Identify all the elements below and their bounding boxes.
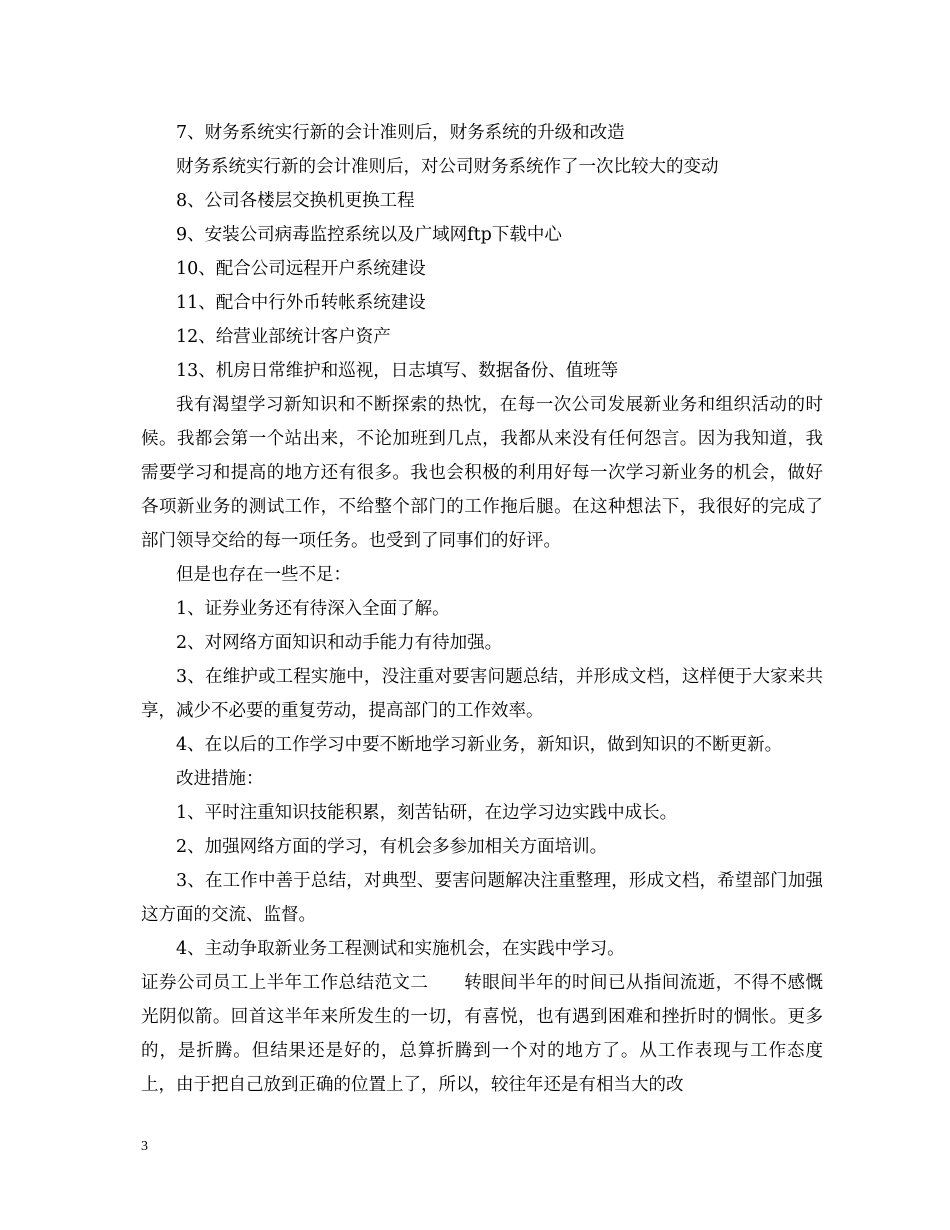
shortcoming-item-2: 2、对网络方面知识和动手能力有待加强。: [176, 633, 503, 653]
section-gap: [428, 973, 464, 993]
list-item-11: 11、配合中行外币转帐系统建设: [176, 293, 426, 313]
shortcoming-item-4: 4、在以后的工作学习中要不断地学习新业务，新知识，做到知识的不断更新。: [176, 735, 783, 755]
section-body: 转眼间半年的时间已从指间流逝，不得不感慨光阴似箭。回首这半年来所发生的一切，有喜悦，也有遇到困难和挫折时的惆怅。更多的，是折腾。但结果还是好的，总算折腾到一个对的地方了。从工作表现与工作态度上，由于把自己放到正确的位置上了，所以，较往年还是有相当大的改: [141, 973, 824, 1095]
list-item-13: 13、机房日常维护和巡视，日志填写、数据备份、值班等: [176, 361, 619, 381]
shortcoming-item-3: 3、在维护或工程实施中，没注重对要害问题总结，并形成文档，这样便于大家来共享，减少不必要的重复劳动，提高部门的工作效率。: [141, 667, 823, 721]
list-item-10: 10、配合公司远程开户系统建设: [176, 259, 426, 279]
section-title: 证券公司员工上半年工作总结范文二: [141, 973, 429, 993]
improvement-item-2: 2、加强网络方面的学习，有机会多参加相关方面培训。: [176, 837, 608, 857]
page-number: 3: [141, 1139, 148, 1154]
list-item-7: 7、财务系统实行新的会计准则后，财务系统的升级和改造: [176, 123, 625, 143]
list-item-12: 12、给营业部统计客户资产: [176, 327, 391, 347]
section-two-paragraph: [141, 966, 823, 1102]
shortcomings-heading: 但是也存在一些不足：: [176, 565, 351, 585]
improvement-item-4: 4、主动争取新业务工程测试和实施机会，在实践中学习。: [176, 939, 625, 959]
shortcoming-item-1: 1、证券业务还有待深入全面了解。: [176, 599, 450, 619]
document-body: [141, 116, 823, 1102]
list-item-8: 8、公司各楼层交换机更换工程: [176, 191, 415, 211]
improvement-item-1: 1、平时注重知识技能积累，刻苦钻研，在边学习边实践中成长。: [176, 803, 678, 823]
list-item-9: 9、安装公司病毒监控系统以及广域网ftp下载中心: [176, 225, 562, 245]
paragraph-learning-attitude: 我有渴望学习新知识和不断探索的热忱，在每一次公司发展新业务和组织活动的时候。我都会第一个站出来，不论加班到几点，我都从来没有任何怨言。因为我知道，我需要学习和提高的地方还有很多。我也会积极的利用好每一次学习新业务的机会，做好各项新业务的测试工作，不给整个部门的工作拖后腿。在这种想法下，我很好的完成了部门领导交给的每一项任务。也受到了同事们的好评。: [141, 395, 823, 551]
improvement-item-3: 3、在工作中善于总结，对典型、要害问题解决注重整理，形成文档，希望部门加强这方面的交流、监督。: [141, 871, 823, 925]
improvements-heading: 改进措施：: [176, 769, 264, 789]
paragraph-finance-change: 财务系统实行新的会计准则后，对公司财务系统作了一次比较大的变动: [176, 157, 719, 177]
